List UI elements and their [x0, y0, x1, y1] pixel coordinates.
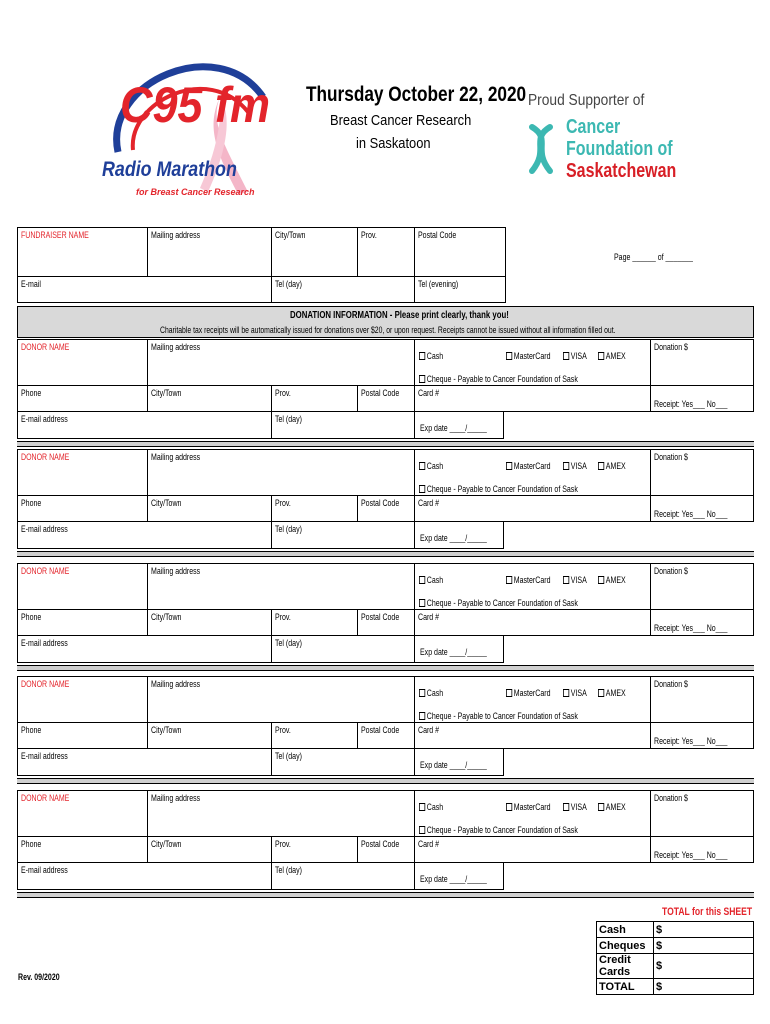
visa-label: VISA	[570, 461, 587, 471]
donor-city-cell[interactable]	[147, 495, 272, 522]
cheque-option[interactable]	[419, 598, 578, 608]
cash-option[interactable]	[419, 461, 443, 471]
donor-city-label: City/Town	[151, 388, 182, 398]
donor-separator	[17, 441, 754, 447]
donor-name-label: DONOR NAME	[21, 793, 70, 803]
donor-email-cell[interactable]	[17, 748, 272, 776]
donor-mailing-label: Mailing address	[151, 342, 201, 352]
receipt-label: Receipt: Yes___ No___	[654, 736, 728, 746]
cash-option[interactable]	[419, 351, 443, 361]
donor-city-label: City/Town	[151, 725, 182, 735]
visa-checkbox[interactable]	[563, 803, 569, 811]
receipt-label: Receipt: Yes___ No___	[654, 850, 728, 860]
visa-checkbox[interactable]	[563, 576, 569, 584]
cfs-line1: Cancer	[566, 116, 621, 138]
donor-name-label: DONOR NAME	[21, 452, 70, 462]
amex-label: AMEX	[605, 351, 626, 361]
fundraiser-mailing-label: Mailing address	[151, 230, 201, 240]
donor-email-cell[interactable]	[17, 411, 272, 439]
card-number-label: Card #	[418, 498, 440, 508]
exp-date-label: Exp date ____/_____	[420, 874, 487, 884]
exp-date-label: Exp date ____/_____	[420, 533, 487, 543]
payment-method-cell[interactable]	[414, 339, 651, 386]
donor-name-cell[interactable]	[17, 339, 148, 386]
logo-tagline: for Breast Cancer Research	[136, 187, 255, 197]
cash-checkbox[interactable]	[419, 352, 425, 360]
cheque-label: Cheque - Payable to Cancer Foundation of Sask	[426, 374, 578, 384]
card-number-label: Card #	[418, 388, 440, 398]
donor-postal-label: Postal Code	[361, 839, 400, 849]
donor-mailing-label: Mailing address	[151, 679, 201, 689]
donor-name-cell[interactable]	[17, 676, 148, 723]
fundraiser-tel-day-label: Tel (day)	[275, 279, 302, 289]
receipt-cell[interactable]	[650, 609, 754, 636]
donor-email-label: E-mail address	[21, 865, 68, 875]
fundraiser-prov-label: Prov.	[361, 230, 377, 240]
cheque-label: Cheque - Payable to Cancer Foundation of Sask	[426, 711, 578, 721]
cheque-checkbox[interactable]	[419, 826, 425, 834]
cfs-logo	[520, 115, 677, 185]
totals-row	[597, 954, 754, 979]
totals-row-value[interactable]: $	[654, 938, 754, 954]
donation-amount-cell[interactable]	[650, 339, 754, 386]
donor-prov-cell[interactable]	[271, 495, 358, 522]
donor-mailing-label: Mailing address	[151, 566, 201, 576]
cheque-checkbox[interactable]	[419, 599, 425, 607]
amex-checkbox[interactable]	[598, 462, 604, 470]
amex-option[interactable]	[598, 351, 626, 361]
donor-phone-cell[interactable]	[17, 385, 148, 412]
visa-label: VISA	[570, 575, 587, 585]
visa-option[interactable]	[563, 461, 587, 471]
amex-option[interactable]	[598, 575, 626, 585]
event-date: Thursday October 22, 2020	[306, 83, 527, 106]
visa-label: VISA	[570, 351, 587, 361]
card-number-cell[interactable]	[414, 385, 651, 412]
donor-prov-cell[interactable]	[271, 609, 358, 636]
donor-city-label: City/Town	[151, 839, 182, 849]
cheque-option[interactable]	[419, 711, 578, 721]
receipt-cell[interactable]	[650, 722, 754, 749]
event-subtitle-line2: in Saskatoon	[356, 135, 431, 152]
receipt-label: Receipt: Yes___ No___	[654, 623, 728, 633]
receipt-cell[interactable]	[650, 385, 754, 412]
amex-checkbox[interactable]	[598, 689, 604, 697]
exp-date-label: Exp date ____/_____	[420, 423, 487, 433]
visa-option[interactable]	[563, 351, 587, 361]
c95-logo	[98, 42, 271, 212]
cfs-line3: Saskatchewan	[566, 160, 677, 182]
visa-option[interactable]	[563, 575, 587, 585]
donor-city-cell[interactable]	[147, 722, 272, 749]
donor-prov-label: Prov.	[275, 839, 291, 849]
donor-email-label: E-mail address	[21, 638, 68, 648]
amex-label: AMEX	[605, 688, 626, 698]
fundraiser-city-label: City/Town	[275, 230, 306, 240]
supporter-text: Proud Supporter of	[528, 92, 645, 109]
mastercard-option[interactable]	[506, 802, 550, 812]
donor-phone-label: Phone	[21, 498, 42, 508]
donor-name-label: DONOR NAME	[21, 566, 70, 576]
donor-postal-cell[interactable]	[357, 836, 415, 863]
donor-email-cell[interactable]	[17, 862, 272, 890]
exp-date-cell[interactable]	[414, 862, 504, 890]
donor-phone-label: Phone	[21, 839, 42, 849]
page-counter: Page ______ of _______	[614, 252, 693, 262]
exp-date-cell[interactable]	[414, 748, 504, 776]
amex-label: AMEX	[605, 802, 626, 812]
receipt-cell[interactable]	[650, 836, 754, 863]
donation-amount-label: Donation $	[654, 793, 688, 803]
cash-label: Cash	[426, 461, 444, 471]
donor-mailing-cell[interactable]	[147, 449, 415, 496]
donor-city-label: City/Town	[151, 498, 182, 508]
mastercard-checkbox[interactable]	[506, 462, 512, 470]
cfs-ribbon-icon	[522, 119, 562, 179]
mastercard-label: MasterCard	[513, 688, 551, 698]
mastercard-option[interactable]	[506, 461, 550, 471]
cash-option[interactable]	[419, 688, 443, 698]
donor-mailing-cell[interactable]	[147, 676, 415, 723]
totals-table	[596, 921, 754, 995]
totals-row-label: Credit Cards	[597, 954, 654, 979]
cash-option[interactable]	[419, 802, 443, 812]
fundraiser-mailing-cell[interactable]	[147, 227, 272, 277]
payment-method-cell[interactable]	[414, 563, 651, 610]
donor-prov-label: Prov.	[275, 725, 291, 735]
donor-tel-day-cell[interactable]	[271, 635, 415, 663]
cheque-checkbox[interactable]	[419, 375, 425, 383]
cash-label: Cash	[426, 802, 444, 812]
event-subtitle-line1: Breast Cancer Research	[330, 112, 472, 129]
visa-checkbox[interactable]	[563, 689, 569, 697]
cash-checkbox[interactable]	[419, 803, 425, 811]
fundraiser-postal-label: Postal Code	[418, 230, 457, 240]
totals-row	[597, 938, 754, 954]
cash-label: Cash	[426, 351, 444, 361]
donor-postal-label: Postal Code	[361, 388, 400, 398]
mastercard-option[interactable]	[506, 688, 550, 698]
cheque-label: Cheque - Payable to Cancer Foundation of Sask	[426, 484, 578, 494]
exp-date-cell[interactable]	[414, 411, 504, 439]
exp-date-label: Exp date ____/_____	[420, 647, 487, 657]
amex-checkbox[interactable]	[598, 576, 604, 584]
mastercard-label: MasterCard	[513, 351, 551, 361]
cash-checkbox[interactable]	[419, 576, 425, 584]
cheque-label: Cheque - Payable to Cancer Foundation of Sask	[426, 598, 578, 608]
fundraiser-name-label: FUNDRAISER NAME	[21, 230, 89, 240]
cheque-option[interactable]	[419, 374, 578, 384]
visa-label: VISA	[570, 802, 587, 812]
donor-email-label: E-mail address	[21, 524, 68, 534]
mastercard-label: MasterCard	[513, 461, 551, 471]
donor-postal-cell[interactable]	[357, 385, 415, 412]
amex-checkbox[interactable]	[598, 803, 604, 811]
donor-name-cell[interactable]	[17, 790, 148, 837]
donor-tel-day-label: Tel (day)	[275, 865, 302, 875]
donation-amount-label: Donation $	[654, 679, 688, 689]
visa-option[interactable]	[563, 688, 587, 698]
payment-method-cell[interactable]	[414, 676, 651, 723]
donor-mailing-label: Mailing address	[151, 793, 201, 803]
card-number-cell[interactable]	[414, 722, 651, 749]
exp-date-label: Exp date ____/_____	[420, 760, 487, 770]
donor-prov-label: Prov.	[275, 388, 291, 398]
donor-email-label: E-mail address	[21, 414, 68, 424]
donor-mailing-label: Mailing address	[151, 452, 201, 462]
fundraiser-email-label: E-mail	[21, 279, 41, 289]
amex-option[interactable]	[598, 461, 626, 471]
donor-tel-day-cell[interactable]	[271, 748, 415, 776]
totals-row-label: Cheques	[597, 938, 654, 954]
card-number-cell[interactable]	[414, 495, 651, 522]
mastercard-checkbox[interactable]	[506, 803, 512, 811]
receipt-cell[interactable]	[650, 495, 754, 522]
donor-name-label: DONOR NAME	[21, 342, 70, 352]
card-number-label: Card #	[418, 612, 440, 622]
cheque-checkbox[interactable]	[419, 485, 425, 493]
visa-checkbox[interactable]	[563, 352, 569, 360]
cfs-line2: Foundation of	[566, 138, 673, 160]
amex-label: AMEX	[605, 575, 626, 585]
visa-label: VISA	[570, 688, 587, 698]
donor-prov-label: Prov.	[275, 612, 291, 622]
donor-postal-cell[interactable]	[357, 609, 415, 636]
cheque-label: Cheque - Payable to Cancer Foundation of Sask	[426, 825, 578, 835]
cash-label: Cash	[426, 688, 444, 698]
totals-row	[597, 922, 754, 938]
fundraiser-name-cell[interactable]	[17, 227, 148, 277]
donor-city-cell[interactable]	[147, 385, 272, 412]
totals-row-value[interactable]: $	[654, 954, 754, 979]
donor-prov-cell[interactable]	[271, 385, 358, 412]
cash-option[interactable]	[419, 575, 443, 585]
mastercard-option[interactable]	[506, 575, 550, 585]
donor-phone-label: Phone	[21, 725, 42, 735]
donor-city-label: City/Town	[151, 612, 182, 622]
card-number-label: Card #	[418, 839, 440, 849]
amex-option[interactable]	[598, 688, 626, 698]
donor-tel-day-cell[interactable]	[271, 411, 415, 439]
payment-method-cell[interactable]	[414, 790, 651, 837]
donation-info-title: DONATION INFORMATION - Please print clearly, thank you!	[290, 310, 509, 321]
amex-label: AMEX	[605, 461, 626, 471]
donor-prov-cell[interactable]	[271, 722, 358, 749]
receipt-label: Receipt: Yes___ No___	[654, 399, 728, 409]
donor-separator	[17, 551, 754, 557]
amex-option[interactable]	[598, 802, 626, 812]
donor-tel-day-cell[interactable]	[271, 862, 415, 890]
donor-tel-day-label: Tel (day)	[275, 638, 302, 648]
donor-name-cell[interactable]	[17, 563, 148, 610]
cheque-checkbox[interactable]	[419, 712, 425, 720]
mastercard-option[interactable]	[506, 351, 550, 361]
mastercard-label: MasterCard	[513, 802, 551, 812]
donor-postal-cell[interactable]	[357, 495, 415, 522]
cheque-option[interactable]	[419, 825, 578, 835]
card-number-label: Card #	[418, 725, 440, 735]
donor-tel-day-cell[interactable]	[271, 521, 415, 549]
donor-email-cell[interactable]	[17, 635, 272, 663]
cash-label: Cash	[426, 575, 444, 585]
donor-tel-day-label: Tel (day)	[275, 414, 302, 424]
donor-postal-label: Postal Code	[361, 612, 400, 622]
donor-mailing-cell[interactable]	[147, 790, 415, 837]
donation-amount-cell[interactable]	[650, 449, 754, 496]
amex-checkbox[interactable]	[598, 352, 604, 360]
totals-row-label: Cash	[597, 922, 654, 938]
donor-postal-label: Postal Code	[361, 498, 400, 508]
donor-postal-cell[interactable]	[357, 722, 415, 749]
exp-date-cell[interactable]	[414, 635, 504, 663]
card-number-cell[interactable]	[414, 836, 651, 863]
donor-postal-label: Postal Code	[361, 725, 400, 735]
cash-checkbox[interactable]	[419, 689, 425, 697]
donation-info-banner	[17, 306, 754, 338]
donor-phone-cell[interactable]	[17, 722, 148, 749]
fundraiser-city-cell[interactable]	[271, 227, 358, 277]
donor-phone-label: Phone	[21, 612, 42, 622]
donation-amount-label: Donation $	[654, 452, 688, 462]
totals-row-value[interactable]: $	[654, 922, 754, 938]
payment-method-cell[interactable]	[414, 449, 651, 496]
fundraiser-postal-cell[interactable]	[414, 227, 506, 277]
donor-separator	[17, 778, 754, 784]
donor-email-label: E-mail address	[21, 751, 68, 761]
donation-amount-cell[interactable]	[650, 563, 754, 610]
donor-tel-day-label: Tel (day)	[275, 524, 302, 534]
fundraiser-prov-cell[interactable]	[357, 227, 415, 277]
mastercard-checkbox[interactable]	[506, 689, 512, 697]
mastercard-checkbox[interactable]	[506, 576, 512, 584]
logo-brand: C95 fm	[120, 77, 271, 133]
logo-title: Radio Marathon	[102, 158, 237, 181]
donor-email-cell[interactable]	[17, 521, 272, 549]
donor-separator	[17, 892, 754, 898]
donation-info-note: Charitable tax receipts will be automatically issued for donations over $20, or upon request. Receipts cannot be issued without all information filled out.	[160, 325, 616, 335]
totals-row-value[interactable]: $	[654, 979, 754, 995]
donor-city-cell[interactable]	[147, 609, 272, 636]
totals-row-label: TOTAL	[597, 979, 654, 995]
donor-mailing-cell[interactable]	[147, 339, 415, 386]
revision-label: Rev. 09/2020	[18, 972, 60, 982]
donor-name-label: DONOR NAME	[21, 679, 70, 689]
visa-checkbox[interactable]	[563, 462, 569, 470]
card-number-cell[interactable]	[414, 609, 651, 636]
visa-option[interactable]	[563, 802, 587, 812]
donor-prov-cell[interactable]	[271, 836, 358, 863]
donor-prov-label: Prov.	[275, 498, 291, 508]
donor-city-cell[interactable]	[147, 836, 272, 863]
fundraiser-tel-day-cell[interactable]	[271, 276, 415, 303]
donation-amount-cell[interactable]	[650, 676, 754, 723]
donation-amount-label: Donation $	[654, 566, 688, 576]
totals-row	[597, 979, 754, 995]
mastercard-label: MasterCard	[513, 575, 551, 585]
donor-separator	[17, 665, 754, 671]
mastercard-checkbox[interactable]	[506, 352, 512, 360]
donation-amount-cell[interactable]	[650, 790, 754, 837]
cash-checkbox[interactable]	[419, 462, 425, 470]
donor-mailing-cell[interactable]	[147, 563, 415, 610]
fundraiser-tel-evening-label: Tel (evening)	[418, 279, 459, 289]
donor-phone-label: Phone	[21, 388, 42, 398]
exp-date-cell[interactable]	[414, 521, 504, 549]
totals-title: TOTAL for this SHEET	[662, 906, 753, 918]
donor-phone-cell[interactable]	[17, 836, 148, 863]
donation-amount-label: Donation $	[654, 342, 688, 352]
donor-phone-cell[interactable]	[17, 609, 148, 636]
fundraiser-tel-evening-cell[interactable]	[414, 276, 506, 303]
cheque-option[interactable]	[419, 484, 578, 494]
donor-name-cell[interactable]	[17, 449, 148, 496]
donor-phone-cell[interactable]	[17, 495, 148, 522]
receipt-label: Receipt: Yes___ No___	[654, 509, 728, 519]
fundraiser-email-cell[interactable]	[17, 276, 272, 303]
donor-tel-day-label: Tel (day)	[275, 751, 302, 761]
